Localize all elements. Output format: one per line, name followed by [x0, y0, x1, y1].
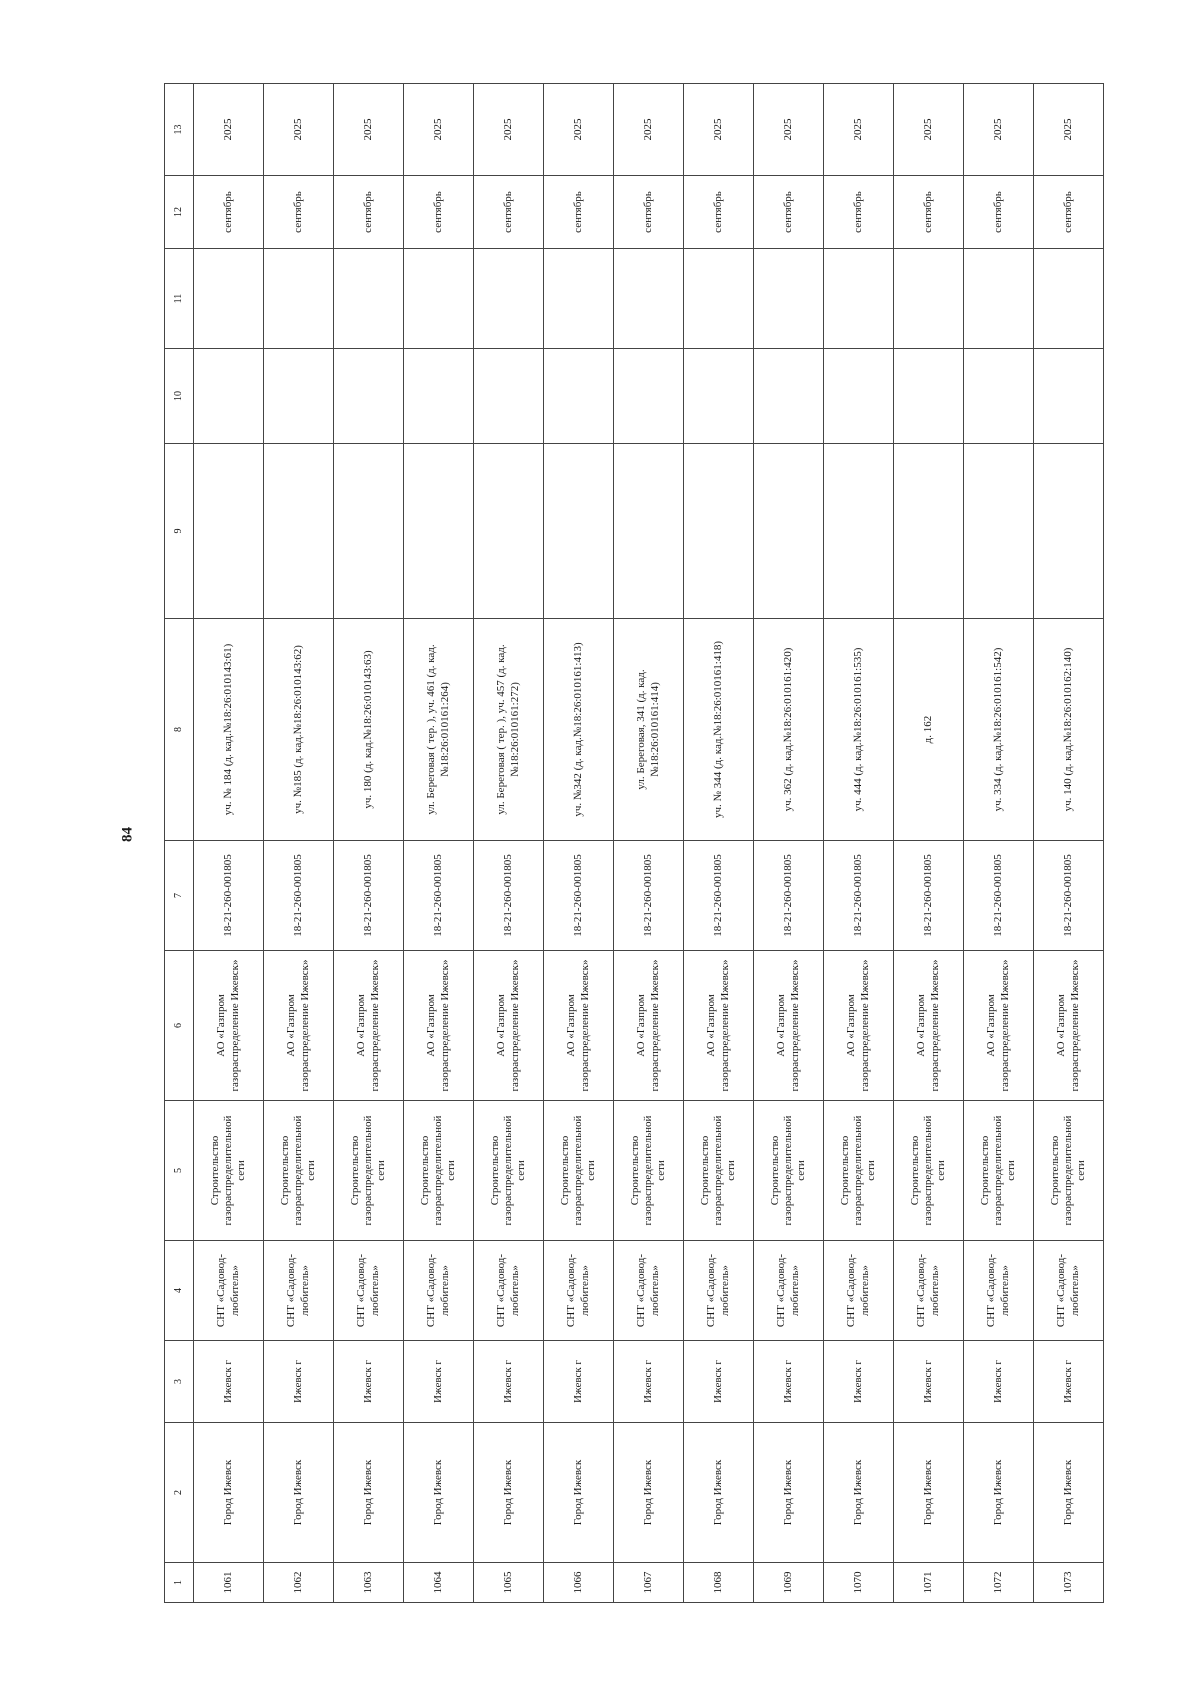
- column-9-cell: [614, 444, 684, 619]
- permit-number-cell: 18-21-260-001805: [334, 841, 404, 951]
- table-row: [334, 84, 404, 1603]
- column-9-cell: [1034, 444, 1104, 619]
- municipality-cell: Город Ижевск: [544, 1423, 614, 1563]
- table-body: [165, 84, 1104, 1603]
- column-number: 6: [165, 951, 194, 1101]
- address-cell: уч. 140 (д. кад.№18:26:010162:140): [1034, 619, 1104, 841]
- column-11-cell: [334, 249, 404, 349]
- column-11-cell: [544, 249, 614, 349]
- column-10-cell: [194, 349, 264, 444]
- permit-number-cell: 18-21-260-001805: [404, 841, 474, 951]
- year-cell: 2025: [754, 84, 824, 176]
- column-10-cell: [614, 349, 684, 444]
- year-cell: 2025: [824, 84, 894, 176]
- page-number: 84: [119, 827, 136, 842]
- settlement-cell: СНТ «Садовод-любитель»: [754, 1241, 824, 1341]
- work-type-cell: Строительство газораспределительной сети: [334, 1101, 404, 1241]
- column-9-cell: [894, 444, 964, 619]
- column-9-cell: [684, 444, 754, 619]
- municipality-cell: Город Ижевск: [1034, 1423, 1104, 1563]
- column-9-cell: [334, 444, 404, 619]
- operator-cell: АО «Газпром газораспределение Ижевск»: [194, 951, 264, 1101]
- row-number-cell: 1062: [264, 1563, 334, 1603]
- year-cell: 2025: [194, 84, 264, 176]
- work-type-cell: Строительство газораспределительной сети: [684, 1101, 754, 1241]
- year-cell: 2025: [964, 84, 1034, 176]
- permit-number-cell: 18-21-260-001805: [964, 841, 1034, 951]
- column-11-cell: [754, 249, 824, 349]
- column-10-cell: [474, 349, 544, 444]
- locality-cell: Ижевск г: [964, 1341, 1034, 1423]
- column-10-cell: [264, 349, 334, 444]
- rotated-table-wrapper: [164, 84, 1090, 1603]
- column-number: 3: [165, 1341, 194, 1423]
- address-cell: уч. № 344 (д. кад.№18:26:010161:418): [684, 619, 754, 841]
- locality-cell: Ижевск г: [824, 1341, 894, 1423]
- month-cell: сентябрь: [684, 176, 754, 249]
- row-number-cell: 1061: [194, 1563, 264, 1603]
- column-number: 2: [165, 1423, 194, 1563]
- column-number: 10: [165, 349, 194, 444]
- permit-number-cell: 18-21-260-001805: [614, 841, 684, 951]
- settlement-cell: СНТ «Садовод-любитель»: [334, 1241, 404, 1341]
- column-9-cell: [824, 444, 894, 619]
- municipality-cell: Город Ижевск: [474, 1423, 544, 1563]
- column-11-cell: [474, 249, 544, 349]
- column-10-cell: [894, 349, 964, 444]
- address-cell: уч. №185 (д. кад.№18:26:010143:62): [264, 619, 334, 841]
- row-number-cell: 1072: [964, 1563, 1034, 1603]
- address-cell: д. 162: [894, 619, 964, 841]
- operator-cell: АО «Газпром газораспределение Ижевск»: [544, 951, 614, 1101]
- column-9-cell: [754, 444, 824, 619]
- column-10-cell: [754, 349, 824, 444]
- column-9-cell: [964, 444, 1034, 619]
- operator-cell: АО «Газпром газораспределение Ижевск»: [894, 951, 964, 1101]
- column-10-cell: [824, 349, 894, 444]
- locality-cell: Ижевск г: [474, 1341, 544, 1423]
- permit-number-cell: 18-21-260-001805: [474, 841, 544, 951]
- settlement-cell: СНТ «Садовод-любитель»: [544, 1241, 614, 1341]
- column-10-cell: [1034, 349, 1104, 444]
- work-type-cell: Строительство газораспределительной сети: [894, 1101, 964, 1241]
- permit-number-cell: 18-21-260-001805: [894, 841, 964, 951]
- year-cell: 2025: [894, 84, 964, 176]
- month-cell: сентябрь: [264, 176, 334, 249]
- table-row: [404, 84, 474, 1603]
- municipality-cell: Город Ижевск: [614, 1423, 684, 1563]
- column-11-cell: [404, 249, 474, 349]
- operator-cell: АО «Газпром газораспределение Ижевск»: [754, 951, 824, 1101]
- row-number-cell: 1071: [894, 1563, 964, 1603]
- permit-number-cell: 18-21-260-001805: [824, 841, 894, 951]
- column-11-cell: [894, 249, 964, 349]
- column-11-cell: [1034, 249, 1104, 349]
- row-number-cell: 1073: [1034, 1563, 1104, 1603]
- operator-cell: АО «Газпром газораспределение Ижевск»: [1034, 951, 1104, 1101]
- municipality-cell: Город Ижевск: [824, 1423, 894, 1563]
- month-cell: сентябрь: [754, 176, 824, 249]
- municipality-cell: Город Ижевск: [894, 1423, 964, 1563]
- work-type-cell: Строительство газораспределительной сети: [1034, 1101, 1104, 1241]
- table-row: [614, 84, 684, 1603]
- locality-cell: Ижевск г: [684, 1341, 754, 1423]
- column-10-cell: [334, 349, 404, 444]
- operator-cell: АО «Газпром газораспределение Ижевск»: [334, 951, 404, 1101]
- work-type-cell: Строительство газораспределительной сети: [194, 1101, 264, 1241]
- municipality-cell: Город Ижевск: [964, 1423, 1034, 1563]
- month-cell: сентябрь: [334, 176, 404, 249]
- locality-cell: Ижевск г: [264, 1341, 334, 1423]
- month-cell: сентябрь: [964, 176, 1034, 249]
- month-cell: сентябрь: [194, 176, 264, 249]
- settlement-cell: СНТ «Садовод-любитель»: [474, 1241, 544, 1341]
- row-number-cell: 1063: [334, 1563, 404, 1603]
- permit-number-cell: 18-21-260-001805: [194, 841, 264, 951]
- column-9-cell: [264, 444, 334, 619]
- operator-cell: АО «Газпром газораспределение Ижевск»: [964, 951, 1034, 1101]
- work-type-cell: Строительство газораспределительной сети: [614, 1101, 684, 1241]
- month-cell: сентябрь: [544, 176, 614, 249]
- municipality-cell: Город Ижевск: [684, 1423, 754, 1563]
- operator-cell: АО «Газпром газораспределение Ижевск»: [684, 951, 754, 1101]
- work-type-cell: Строительство газораспределительной сети: [404, 1101, 474, 1241]
- year-cell: 2025: [684, 84, 754, 176]
- settlement-cell: СНТ «Садовод-любитель»: [1034, 1241, 1104, 1341]
- table-row: [264, 84, 334, 1603]
- work-type-cell: Строительство газораспределительной сети: [544, 1101, 614, 1241]
- gasification-table: [164, 83, 1104, 1603]
- month-cell: сентябрь: [894, 176, 964, 249]
- year-cell: 2025: [474, 84, 544, 176]
- permit-number-cell: 18-21-260-001805: [684, 841, 754, 951]
- municipality-cell: Город Ижевск: [404, 1423, 474, 1563]
- column-11-cell: [194, 249, 264, 349]
- table-row: [684, 84, 754, 1603]
- column-number: 8: [165, 619, 194, 841]
- column-number: 11: [165, 249, 194, 349]
- year-cell: 2025: [334, 84, 404, 176]
- table-row: [544, 84, 614, 1603]
- address-cell: уч. № 184 (д. кад.№18:26:010143:61): [194, 619, 264, 841]
- address-cell: ул. Береговая ( тер. ), уч. 457 (д. кад.№18:26:010161:272): [474, 619, 544, 841]
- column-11-cell: [684, 249, 754, 349]
- column-10-cell: [964, 349, 1034, 444]
- table-row: [194, 84, 264, 1603]
- year-cell: 2025: [264, 84, 334, 176]
- column-9-cell: [544, 444, 614, 619]
- address-cell: ул. Береговая, 341 (д. кад.№18:26:010161:414): [614, 619, 684, 841]
- operator-cell: АО «Газпром газораспределение Ижевск»: [264, 951, 334, 1101]
- locality-cell: Ижевск г: [614, 1341, 684, 1423]
- table-row: [964, 84, 1034, 1603]
- address-cell: ул. Береговая ( тер. ), уч. 461 (д. кад.№18:26:010161:264): [404, 619, 474, 841]
- row-number-cell: 1066: [544, 1563, 614, 1603]
- locality-cell: Ижевск г: [544, 1341, 614, 1423]
- year-cell: 2025: [404, 84, 474, 176]
- locality-cell: Ижевск г: [334, 1341, 404, 1423]
- work-type-cell: Строительство газораспределительной сети: [754, 1101, 824, 1241]
- row-number-cell: 1065: [474, 1563, 544, 1603]
- address-cell: уч. №342 (д. кад.№18:26:010161:413): [544, 619, 614, 841]
- column-11-cell: [964, 249, 1034, 349]
- locality-cell: Ижевск г: [194, 1341, 264, 1423]
- settlement-cell: СНТ «Садовод-любитель»: [404, 1241, 474, 1341]
- column-11-cell: [614, 249, 684, 349]
- permit-number-cell: 18-21-260-001805: [1034, 841, 1104, 951]
- locality-cell: Ижевск г: [1034, 1341, 1104, 1423]
- column-11-cell: [264, 249, 334, 349]
- operator-cell: АО «Газпром газораспределение Ижевск»: [404, 951, 474, 1101]
- permit-number-cell: 18-21-260-001805: [544, 841, 614, 951]
- work-type-cell: Строительство газораспределительной сети: [824, 1101, 894, 1241]
- address-cell: уч. 362 (д. кад.№18:26:010161:420): [754, 619, 824, 841]
- table-row: [754, 84, 824, 1603]
- year-cell: 2025: [1034, 84, 1104, 176]
- column-number-row: [165, 84, 194, 1603]
- address-cell: уч. 334 (д. кад.№18:26:010161:542): [964, 619, 1034, 841]
- year-cell: 2025: [614, 84, 684, 176]
- work-type-cell: Строительство газораспределительной сети: [264, 1101, 334, 1241]
- municipality-cell: Город Ижевск: [334, 1423, 404, 1563]
- month-cell: сентябрь: [474, 176, 544, 249]
- column-9-cell: [404, 444, 474, 619]
- column-number: 5: [165, 1101, 194, 1241]
- row-number-cell: 1067: [614, 1563, 684, 1603]
- table-row: [894, 84, 964, 1603]
- table-row: [824, 84, 894, 1603]
- year-cell: 2025: [544, 84, 614, 176]
- settlement-cell: СНТ «Садовод-любитель»: [684, 1241, 754, 1341]
- column-10-cell: [404, 349, 474, 444]
- operator-cell: АО «Газпром газораспределение Ижевск»: [474, 951, 544, 1101]
- locality-cell: Ижевск г: [404, 1341, 474, 1423]
- municipality-cell: Город Ижевск: [194, 1423, 264, 1563]
- permit-number-cell: 18-21-260-001805: [264, 841, 334, 951]
- month-cell: сентябрь: [614, 176, 684, 249]
- column-number: 12: [165, 176, 194, 249]
- column-number: 4: [165, 1241, 194, 1341]
- locality-cell: Ижевск г: [894, 1341, 964, 1423]
- row-number-cell: 1070: [824, 1563, 894, 1603]
- row-number-cell: 1064: [404, 1563, 474, 1603]
- column-11-cell: [824, 249, 894, 349]
- municipality-cell: Город Ижевск: [754, 1423, 824, 1563]
- locality-cell: Ижевск г: [754, 1341, 824, 1423]
- column-number: 9: [165, 444, 194, 619]
- column-number: 1: [165, 1563, 194, 1603]
- work-type-cell: Строительство газораспределительной сети: [964, 1101, 1034, 1241]
- row-number-cell: 1068: [684, 1563, 754, 1603]
- settlement-cell: СНТ «Садовод-любитель»: [614, 1241, 684, 1341]
- table-row: [474, 84, 544, 1603]
- work-type-cell: Строительство газораспределительной сети: [474, 1101, 544, 1241]
- column-9-cell: [194, 444, 264, 619]
- month-cell: сентябрь: [1034, 176, 1104, 249]
- month-cell: сентябрь: [404, 176, 474, 249]
- column-9-cell: [474, 444, 544, 619]
- table-row: [1034, 84, 1104, 1603]
- operator-cell: АО «Газпром газораспределение Ижевск»: [824, 951, 894, 1101]
- address-cell: уч. 180 (д. кад.№18:26:010143:63): [334, 619, 404, 841]
- column-10-cell: [544, 349, 614, 444]
- column-10-cell: [684, 349, 754, 444]
- settlement-cell: СНТ «Садовод-любитель»: [264, 1241, 334, 1341]
- municipality-cell: Город Ижевск: [264, 1423, 334, 1563]
- permit-number-cell: 18-21-260-001805: [754, 841, 824, 951]
- settlement-cell: СНТ «Садовод-любитель»: [964, 1241, 1034, 1341]
- column-number: 13: [165, 84, 194, 176]
- row-number-cell: 1069: [754, 1563, 824, 1603]
- operator-cell: АО «Газпром газораспределение Ижевск»: [614, 951, 684, 1101]
- settlement-cell: СНТ «Садовод-любитель»: [894, 1241, 964, 1341]
- column-number: 7: [165, 841, 194, 951]
- address-cell: уч. 444 (д. кад.№18:26:010161:535): [824, 619, 894, 841]
- settlement-cell: СНТ «Садовод-любитель»: [824, 1241, 894, 1341]
- settlement-cell: СНТ «Садовод-любитель»: [194, 1241, 264, 1341]
- month-cell: сентябрь: [824, 176, 894, 249]
